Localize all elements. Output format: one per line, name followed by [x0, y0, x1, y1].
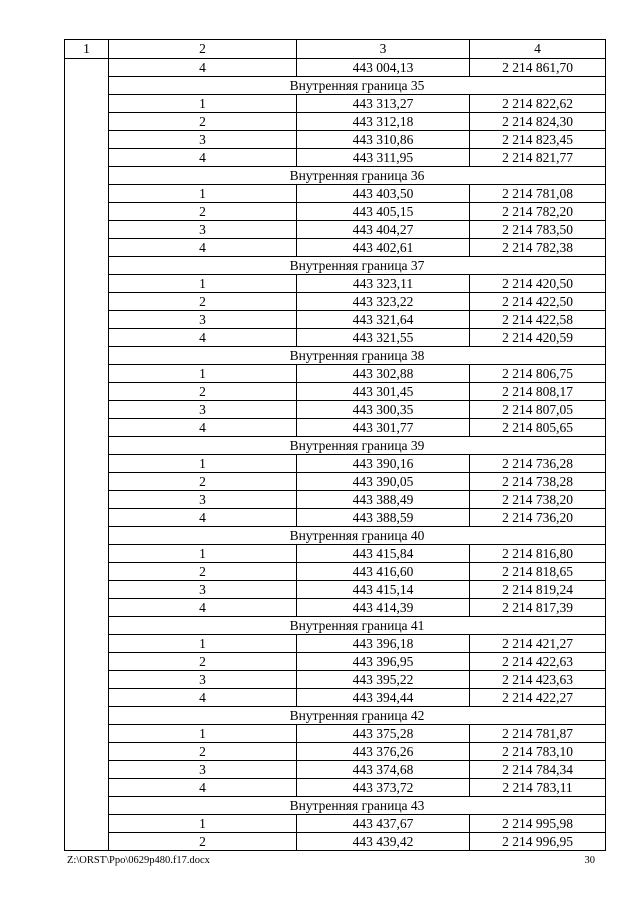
- table-row: [65, 689, 606, 707]
- point-number-cell: 3: [109, 491, 297, 509]
- table-row: [65, 131, 606, 149]
- group-title-cell: Внутренняя граница 38: [109, 347, 606, 365]
- x-coordinate-cell: 443 323,22: [297, 293, 470, 311]
- table-row: [65, 473, 606, 491]
- table-row: [65, 149, 606, 167]
- table-row: [65, 401, 606, 419]
- x-coordinate-cell: 443 373,72: [297, 779, 470, 797]
- x-coordinate-cell: 443 439,42: [297, 833, 470, 851]
- y-coordinate-cell: 2 214 422,27: [470, 689, 606, 707]
- point-number-cell: 2: [109, 563, 297, 581]
- table-row: [65, 113, 606, 131]
- group-title-cell: Внутренняя граница 43: [109, 797, 606, 815]
- footer-page-number: 30: [584, 855, 595, 866]
- x-coordinate-cell: 443 300,35: [297, 401, 470, 419]
- table-row: [65, 185, 606, 203]
- y-coordinate-cell: 2 214 807,05: [470, 401, 606, 419]
- group-title-row: [65, 527, 606, 545]
- table-row: [65, 743, 606, 761]
- point-number-cell: 4: [109, 149, 297, 167]
- table-row: [65, 671, 606, 689]
- group-title-cell: Внутренняя граница 35: [109, 77, 606, 95]
- x-coordinate-cell: 443 405,15: [297, 203, 470, 221]
- table-row: [65, 635, 606, 653]
- y-coordinate-cell: 2 214 420,50: [470, 275, 606, 293]
- group-title-row: [65, 347, 606, 365]
- y-coordinate-cell: 2 214 422,50: [470, 293, 606, 311]
- group-title-row: [65, 257, 606, 275]
- y-coordinate-cell: 2 214 824,30: [470, 113, 606, 131]
- point-number-cell: 4: [109, 779, 297, 797]
- point-number-cell: 1: [109, 95, 297, 113]
- y-coordinate-cell: 2 214 781,08: [470, 185, 606, 203]
- table-row: [65, 311, 606, 329]
- x-coordinate-cell: 443 390,16: [297, 455, 470, 473]
- point-number-cell: 1: [109, 365, 297, 383]
- x-coordinate-cell: 443 388,49: [297, 491, 470, 509]
- group-title-row: [65, 707, 606, 725]
- x-coordinate-cell: 443 415,84: [297, 545, 470, 563]
- header-cell-4: 4: [470, 40, 606, 59]
- y-coordinate-cell: 2 214 420,59: [470, 329, 606, 347]
- y-coordinate-cell: 2 214 781,87: [470, 725, 606, 743]
- y-coordinate-cell: 2 214 782,38: [470, 239, 606, 257]
- point-number-cell: 2: [109, 833, 297, 851]
- x-coordinate-cell: 443 374,68: [297, 761, 470, 779]
- table-row: [65, 833, 606, 851]
- y-coordinate-cell: 2 214 738,20: [470, 491, 606, 509]
- point-number-cell: 3: [109, 581, 297, 599]
- x-coordinate-cell: 443 301,45: [297, 383, 470, 401]
- point-number-cell: 1: [109, 545, 297, 563]
- y-coordinate-cell: 2 214 806,75: [470, 365, 606, 383]
- point-number-cell: 1: [109, 815, 297, 833]
- table-row: [65, 203, 606, 221]
- point-number-cell: 4: [109, 599, 297, 617]
- x-coordinate-cell: 443 396,95: [297, 653, 470, 671]
- x-coordinate-cell: 443 321,64: [297, 311, 470, 329]
- x-coordinate-cell: 443 388,59: [297, 509, 470, 527]
- point-number-cell: 4: [109, 239, 297, 257]
- y-coordinate-cell: 2 214 422,63: [470, 653, 606, 671]
- point-number-cell: 2: [109, 203, 297, 221]
- point-number-cell: 1: [109, 725, 297, 743]
- y-coordinate-cell: 2 214 783,50: [470, 221, 606, 239]
- point-number-cell: 2: [109, 383, 297, 401]
- table-row: [65, 383, 606, 401]
- x-coordinate-cell: 443 402,61: [297, 239, 470, 257]
- table-row: [65, 599, 606, 617]
- x-coordinate-cell: 443 375,28: [297, 725, 470, 743]
- group-title-cell: Внутренняя граница 39: [109, 437, 606, 455]
- point-number-cell: 3: [109, 671, 297, 689]
- group-title-row: [65, 437, 606, 455]
- x-coordinate-cell: 443 310,86: [297, 131, 470, 149]
- point-number-cell: 3: [109, 221, 297, 239]
- point-number-cell: 1: [109, 455, 297, 473]
- group-title-cell: Внутренняя граница 41: [109, 617, 606, 635]
- point-number-cell: 3: [109, 401, 297, 419]
- point-number-cell: 2: [109, 113, 297, 131]
- x-coordinate-cell: 443 390,05: [297, 473, 470, 491]
- y-coordinate-cell: 2 214 784,34: [470, 761, 606, 779]
- x-coordinate-cell: 443 395,22: [297, 671, 470, 689]
- table-row: [65, 761, 606, 779]
- x-coordinate-cell: 443 404,27: [297, 221, 470, 239]
- header-cell-1: 1: [65, 40, 109, 59]
- point-number-cell: 2: [109, 743, 297, 761]
- point-number-cell: 4: [109, 689, 297, 707]
- blank-column-cell: [65, 59, 109, 851]
- table-row: [65, 545, 606, 563]
- header-cell-3: 3: [297, 40, 470, 59]
- y-coordinate-cell: 2 214 782,20: [470, 203, 606, 221]
- x-coordinate-cell: 443 437,67: [297, 815, 470, 833]
- table-row: [65, 239, 606, 257]
- point-number-cell: 2: [109, 653, 297, 671]
- table-row: [65, 221, 606, 239]
- x-coordinate-cell: 443 396,18: [297, 635, 470, 653]
- point-number-cell: 4: [109, 59, 297, 77]
- x-coordinate-cell: 443 313,27: [297, 95, 470, 113]
- group-title-row: [65, 167, 606, 185]
- y-coordinate-cell: 2 214 421,27: [470, 635, 606, 653]
- group-title-row: [65, 617, 606, 635]
- table-row: [65, 95, 606, 113]
- footer-file-path: Z:\ORST\Ppo\0629p480.f17.docx: [67, 855, 210, 866]
- table-row: [65, 581, 606, 599]
- coordinates-table-body: [65, 40, 606, 851]
- x-coordinate-cell: 443 321,55: [297, 329, 470, 347]
- y-coordinate-cell: 2 214 816,80: [470, 545, 606, 563]
- group-title-row: [65, 77, 606, 95]
- x-coordinate-cell: 443 414,39: [297, 599, 470, 617]
- y-coordinate-cell: 2 214 783,11: [470, 779, 606, 797]
- table-row: [65, 59, 606, 77]
- table-row: [65, 815, 606, 833]
- y-coordinate-cell: 2 214 822,62: [470, 95, 606, 113]
- x-coordinate-cell: 443 302,88: [297, 365, 470, 383]
- point-number-cell: 2: [109, 293, 297, 311]
- y-coordinate-cell: 2 214 823,45: [470, 131, 606, 149]
- point-number-cell: 2: [109, 473, 297, 491]
- table-row: [65, 779, 606, 797]
- y-coordinate-cell: 2 214 805,65: [470, 419, 606, 437]
- table-row: [65, 419, 606, 437]
- table-row: [65, 293, 606, 311]
- y-coordinate-cell: 2 214 736,20: [470, 509, 606, 527]
- x-coordinate-cell: 443 004,13: [297, 59, 470, 77]
- x-coordinate-cell: 443 312,18: [297, 113, 470, 131]
- point-number-cell: 3: [109, 761, 297, 779]
- header-cell-2: 2: [109, 40, 297, 59]
- coordinates-table: [64, 39, 606, 851]
- y-coordinate-cell: 2 214 736,28: [470, 455, 606, 473]
- point-number-cell: 3: [109, 311, 297, 329]
- y-coordinate-cell: 2 214 819,24: [470, 581, 606, 599]
- x-coordinate-cell: 443 323,11: [297, 275, 470, 293]
- table-row: [65, 365, 606, 383]
- y-coordinate-cell: 2 214 995,98: [470, 815, 606, 833]
- point-number-cell: 4: [109, 329, 297, 347]
- y-coordinate-cell: 2 214 996,95: [470, 833, 606, 851]
- point-number-cell: 1: [109, 185, 297, 203]
- y-coordinate-cell: 2 214 783,10: [470, 743, 606, 761]
- x-coordinate-cell: 443 403,50: [297, 185, 470, 203]
- y-coordinate-cell: 2 214 861,70: [470, 59, 606, 77]
- y-coordinate-cell: 2 214 422,58: [470, 311, 606, 329]
- group-title-row: [65, 797, 606, 815]
- table-row: [65, 455, 606, 473]
- group-title-cell: Внутренняя граница 42: [109, 707, 606, 725]
- table-header-row: [65, 40, 606, 59]
- y-coordinate-cell: 2 214 817,39: [470, 599, 606, 617]
- point-number-cell: 1: [109, 275, 297, 293]
- point-number-cell: 1: [109, 635, 297, 653]
- x-coordinate-cell: 443 394,44: [297, 689, 470, 707]
- table-row: [65, 653, 606, 671]
- table-row: [65, 329, 606, 347]
- group-title-cell: Внутренняя граница 37: [109, 257, 606, 275]
- y-coordinate-cell: 2 214 818,65: [470, 563, 606, 581]
- x-coordinate-cell: 443 416,60: [297, 563, 470, 581]
- group-title-cell: Внутренняя граница 36: [109, 167, 606, 185]
- point-number-cell: 4: [109, 509, 297, 527]
- table-row: [65, 725, 606, 743]
- x-coordinate-cell: 443 376,26: [297, 743, 470, 761]
- y-coordinate-cell: 2 214 821,77: [470, 149, 606, 167]
- x-coordinate-cell: 443 311,95: [297, 149, 470, 167]
- y-coordinate-cell: 2 214 423,63: [470, 671, 606, 689]
- group-title-cell: Внутренняя граница 40: [109, 527, 606, 545]
- table-row: [65, 563, 606, 581]
- table-row: [65, 275, 606, 293]
- x-coordinate-cell: 443 415,14: [297, 581, 470, 599]
- point-number-cell: 3: [109, 131, 297, 149]
- y-coordinate-cell: 2 214 808,17: [470, 383, 606, 401]
- x-coordinate-cell: 443 301,77: [297, 419, 470, 437]
- y-coordinate-cell: 2 214 738,28: [470, 473, 606, 491]
- point-number-cell: 4: [109, 419, 297, 437]
- table-row: [65, 509, 606, 527]
- table-row: [65, 491, 606, 509]
